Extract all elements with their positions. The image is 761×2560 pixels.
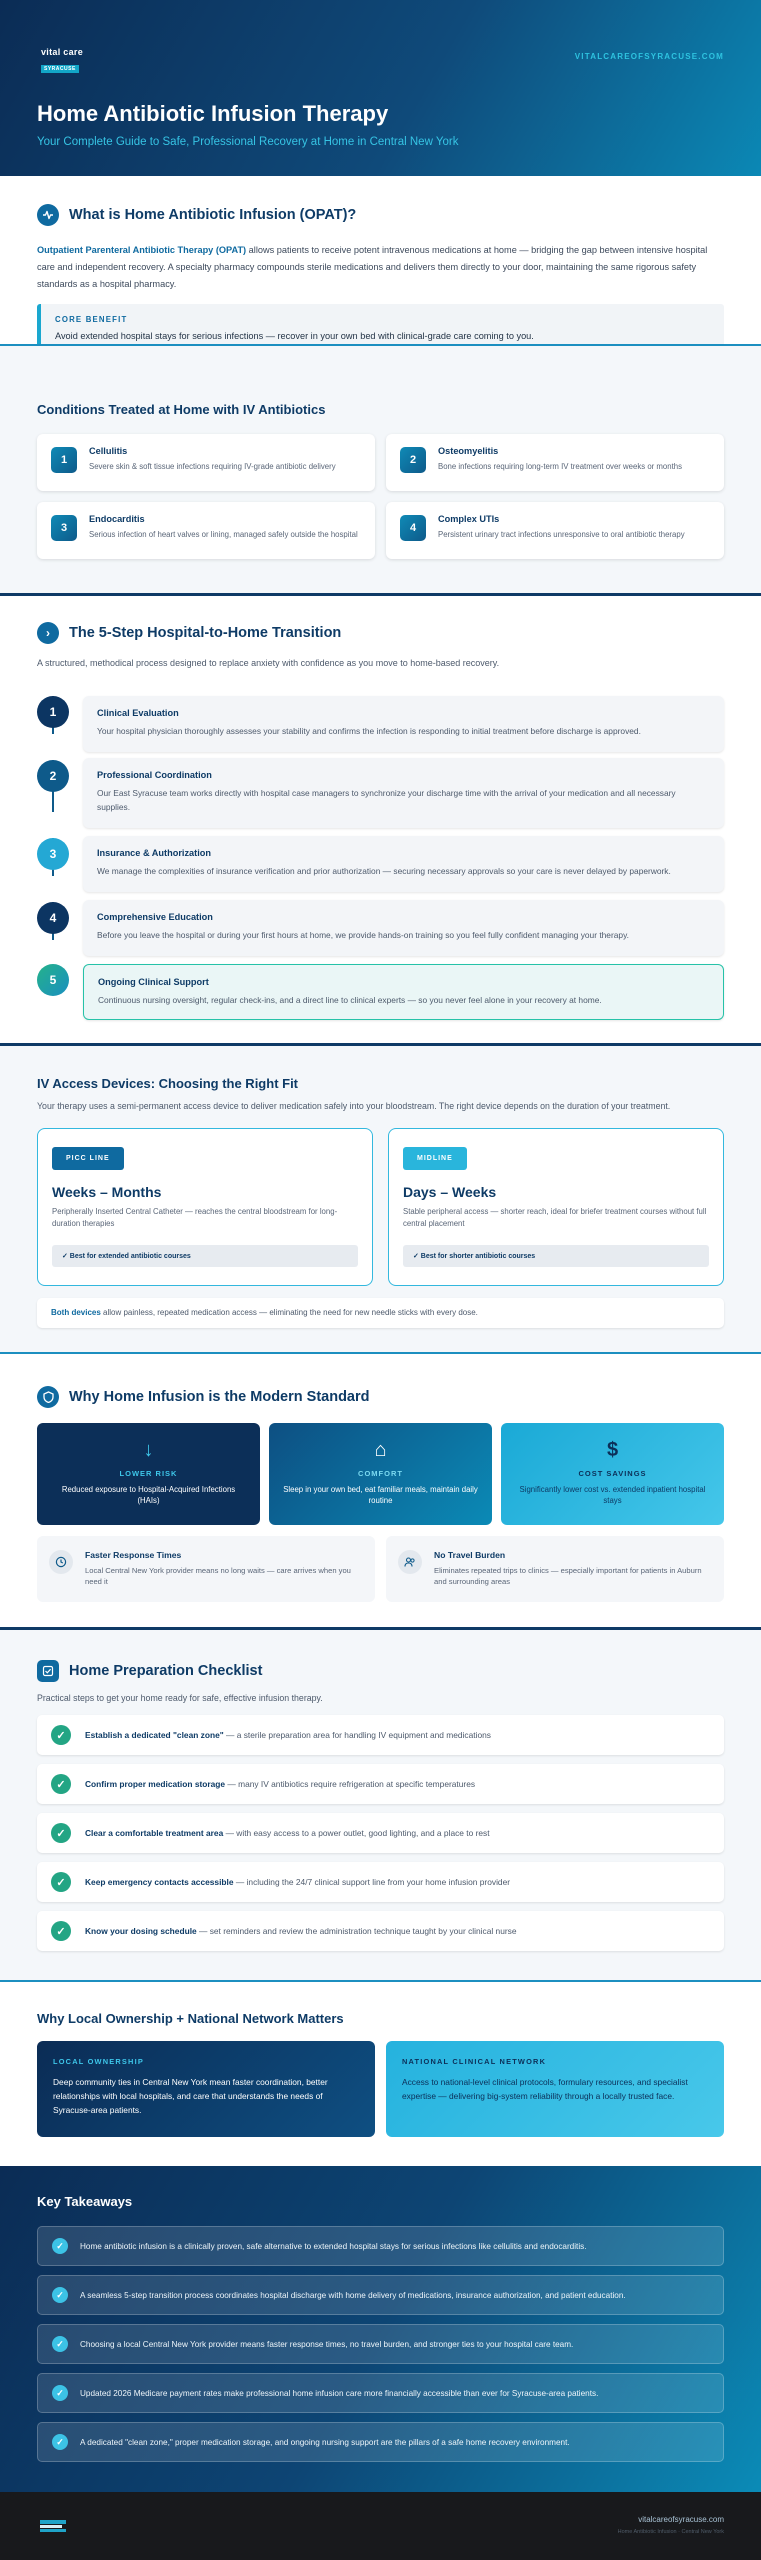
footer-caption: Home Antibiotic Infusion · Central New York [617, 2529, 724, 2535]
benefit-tile-cost-savings [501, 1423, 724, 1525]
checklist-item [37, 1911, 724, 1951]
midline-duration: Days – Weeks [403, 1184, 497, 1200]
mini-title: Faster Response Times [85, 1550, 182, 1560]
opat-term: Outpatient Parenteral Antibiotic Therapy (OPAT) [37, 245, 247, 255]
step-card [83, 964, 724, 1020]
section-intro: Your therapy uses a semi-permanent access device to deliver medication safely into your bloodstream. The right device depends on the duration of your treatment. [37, 1101, 671, 1111]
benefit-tile-comfort [269, 1423, 492, 1525]
chevron-right-icon: › [37, 622, 59, 644]
check-icon: ✓ [52, 2385, 68, 2401]
section-title: Why Home Infusion is the Modern Standard [69, 1389, 370, 1405]
condition-title: Osteomyelitis [438, 446, 499, 456]
checklist-section [0, 1630, 761, 1980]
local-ownership-box [37, 2041, 375, 2137]
condition-title: Complex UTIs [438, 514, 500, 524]
national-network-text: Access to national-level clinical protocols, formulary resources, and specialist expertise — delivering big-system reliability through a locally trusted face. [402, 2077, 688, 2101]
footer-url-link[interactable]: vitalcareofsyracuse.com [638, 2515, 724, 2524]
conditions-section [0, 346, 761, 594]
takeaway-item [37, 2226, 724, 2266]
check-icon: ✓ [51, 1823, 71, 1843]
opat-section [0, 176, 761, 346]
takeaway-item [37, 2275, 724, 2315]
opat-description [37, 242, 724, 293]
takeaway-text: A dedicated "clean zone," proper medication storage, and ongoing nursing support are the pillars of a safe home recovery environment. [80, 2437, 570, 2447]
benefit-card-no-travel [386, 1536, 724, 1602]
check-icon: ✓ [52, 2287, 68, 2303]
pulse-icon [37, 204, 59, 226]
page-subtitle: Your Complete Guide to Safe, Professional Recovery at Home in Central New York [37, 136, 459, 148]
section-title: IV Access Devices: Choosing the Right Fit [37, 1076, 299, 1091]
step-desc: We manage the complexities of insurance verification and prior authorization — securing necessary approvals so your care is never delayed by paperwork. [97, 866, 671, 876]
local-network-section [0, 1982, 761, 2166]
picc-best-for: ✓ Best for extended antibiotic courses [52, 1245, 358, 1267]
step-title: Ongoing Clinical Support [98, 977, 209, 987]
condition-card [37, 502, 375, 559]
condition-card [386, 434, 724, 491]
tile-desc: Reduced exposure to Hospital-Acquired Infections (HAIs) [61, 1485, 236, 1505]
tile-label: COST SAVINGS [578, 1469, 647, 1478]
arrow-down-icon: ↓ [143, 1439, 154, 1461]
step-number: 3 [37, 838, 69, 870]
takeaway-text: Updated 2026 Medicare payment rates make professional home infusion care more financially accessible than ever for Syracuse-area patients. [80, 2388, 599, 2398]
core-benefit-label: CORE BENEFIT [55, 315, 128, 324]
condition-desc: Bone infections requiring long-term IV treatment over weeks or months [438, 462, 682, 471]
checklist-item [37, 1715, 724, 1755]
picc-card [37, 1128, 373, 1286]
midline-tag: MIDLINE [403, 1147, 467, 1170]
step-number: 4 [37, 902, 69, 934]
devices-section [0, 1046, 761, 1352]
tile-desc: Sleep in your own bed, eat familiar meals, maintain daily routine [283, 1485, 478, 1505]
steps-section [0, 596, 761, 1044]
tile-label: LOWER RISK [119, 1469, 178, 1478]
step-title: Professional Coordination [97, 770, 212, 780]
local-ownership-text: Deep community ties in Central New York mean faster coordination, better relationships with local hospitals, and care that understands the needs of Syracuse-area patients. [53, 2077, 328, 2115]
takeaway-item [37, 2422, 724, 2462]
benefit-tile-lower-risk [37, 1423, 260, 1525]
home-icon: ⌂ [374, 1439, 387, 1461]
check-icon: ✓ [51, 1872, 71, 1892]
checklist-item-action: Know your dosing schedule [85, 1926, 197, 1936]
section-title: Why Local Ownership + National Network Matters [37, 2011, 344, 2026]
step-card [83, 696, 724, 752]
opat-text: allows patients to receive potent intravenous medications at home — bridging the gap between intensive hospital care and independent recovery. A specialty pharmacy compounds sterile medications and delivers them directly to your door, maintaining the same rigorous safety standards as a hospital pharmacy. [37, 245, 708, 289]
picc-desc: Peripherally Inserted Central Catheter — reaches the central bloodstream for long-duration therapies [52, 1207, 338, 1228]
page-title: Home Antibiotic Infusion Therapy [37, 101, 389, 126]
checklist-item-action: Establish a dedicated "clean zone" [85, 1730, 224, 1740]
local-ownership-label: LOCAL OWNERSHIP [53, 2057, 144, 2066]
check-icon: ✓ [51, 1774, 71, 1794]
condition-number: 4 [400, 515, 426, 541]
section-title: Key Takeaways [37, 2194, 133, 2209]
logo-tagline: SYRACUSE [41, 65, 79, 73]
step-card [83, 900, 724, 956]
condition-desc: Persistent urinary tract infections unresponsive to oral antibiotic therapy [438, 530, 685, 539]
takeaway-item [37, 2373, 724, 2413]
checklist-item-action: Confirm proper medication storage [85, 1779, 226, 1789]
mini-desc: Eliminates repeated trips to clinics — especially important for patients in Auburn and surrounding areas [434, 1566, 702, 1586]
shield-icon [37, 1386, 59, 1408]
condition-card [37, 434, 375, 491]
step-desc: Your hospital physician thoroughly assesses your stability and confirms the infection is responding to initial treatment before discharge is approved. [97, 726, 641, 736]
both-devices-term: Both devices [51, 1308, 101, 1317]
footer [0, 2492, 761, 2560]
users-icon [398, 1550, 422, 1574]
check-icon: ✓ [52, 2434, 68, 2450]
checklist-item-detail: — including the 24/7 clinical support line from your home infusion provider [233, 1877, 511, 1887]
mini-desc: Local Central New York provider means no long waits — care arrives when you need it [85, 1566, 351, 1586]
tile-label: COMFORT [358, 1469, 403, 1478]
national-network-box [386, 2041, 724, 2137]
picc-tag: PICC LINE [52, 1147, 124, 1170]
condition-desc: Serious infection of heart valves or lining, managed safely outside the hospital [89, 530, 358, 539]
midline-desc: Stable peripheral access — shorter reach, ideal for briefer treatment courses without full central placement [403, 1207, 707, 1228]
takeaway-item [37, 2324, 724, 2364]
step-card [83, 836, 724, 892]
step-number: 1 [37, 696, 69, 728]
logo-wordmark: vital care [41, 47, 84, 57]
midline-best-for: ✓ Best for shorter antibiotic courses [403, 1245, 709, 1267]
picc-duration: Weeks – Months [52, 1184, 162, 1200]
condition-title: Cellulitis [89, 446, 128, 456]
condition-card [386, 502, 724, 559]
checklist-item [37, 1813, 724, 1853]
step-number: 2 [37, 760, 69, 792]
checklist-item-action: Clear a comfortable treatment area [85, 1828, 224, 1838]
step-title: Comprehensive Education [97, 912, 213, 922]
brand-logo[interactable] [41, 48, 83, 75]
both-devices-note [37, 1298, 724, 1328]
check-icon: ✓ [52, 2238, 68, 2254]
checklist-item-detail: — a sterile preparation area for handling IV equipment and medications [223, 1730, 491, 1740]
mini-title: No Travel Burden [434, 1550, 506, 1560]
checklist-icon [37, 1660, 59, 1682]
dollar-icon: $ [606, 1439, 619, 1461]
checklist-item-detail: — with easy access to a power outlet, good lighting, and a place to rest [223, 1828, 490, 1838]
clock-icon [49, 1550, 73, 1574]
step-title: Insurance & Authorization [97, 848, 211, 858]
check-icon: ✓ [51, 1725, 71, 1745]
tile-desc: Significantly lower cost vs. extended inpatient hospital stays [519, 1485, 706, 1505]
takeaway-text: Home antibiotic infusion is a clinically proven, safe alternative to extended hospital stays for serious infections like cellulitis and endocarditis. [80, 2241, 587, 2251]
condition-title: Endocarditis [89, 514, 145, 524]
condition-number: 1 [51, 447, 77, 473]
checklist-item [37, 1764, 724, 1804]
step-desc: Our East Syracuse team works directly with hospital case managers to synchronize your discharge time with the arrival of your medication and all necessary supplies. [97, 788, 676, 812]
midline-card [388, 1128, 724, 1286]
checklist-item-action: Keep emergency contacts accessible [85, 1877, 234, 1887]
national-network-label: NATIONAL CLINICAL NETWORK [402, 2057, 547, 2066]
check-icon: ✓ [52, 2336, 68, 2352]
step-desc: Before you leave the hospital or during your first hours at home, we provide hands-on training so you feel fully confident managing your therapy. [97, 930, 629, 940]
step-number: 5 [37, 964, 69, 996]
why-section [0, 1354, 761, 1628]
key-takeaways-section [0, 2166, 761, 2492]
section-title: Conditions Treated at Home with IV Antibiotics [37, 402, 326, 417]
benefit-card-response-time [37, 1536, 375, 1602]
section-title: What is Home Antibiotic Infusion (OPAT)? [69, 207, 357, 223]
checklist-item [37, 1862, 724, 1902]
section-title: The 5-Step Hospital-to-Home Transition [69, 625, 342, 641]
section-intro: Practical steps to get your home ready for safe, effective infusion therapy. [37, 1693, 323, 1703]
core-benefit-text: Avoid extended hospital stays for serious infections — recover in your own bed with clinical-grade care coming to you. [55, 331, 534, 341]
section-intro: A structured, methodical process designed to replace anxiety with confidence as you move to home-based recovery. [37, 658, 500, 668]
takeaway-text: Choosing a local Central New York provider means faster response times, no travel burden, and stronger ties to your hospital care team. [80, 2339, 574, 2349]
both-devices-text: allow painless, repeated medication access — eliminating the need for new needle sticks with every dose. [100, 1308, 478, 1317]
condition-desc: Severe skin & soft tissue infections requiring IV-grade antibiotic delivery [89, 462, 336, 471]
condition-number: 3 [51, 515, 77, 541]
condition-number: 2 [400, 447, 426, 473]
checklist-item-detail: — many IV antibiotics require refrigeration at specific temperatures [225, 1779, 476, 1789]
footer-logo[interactable] [40, 2520, 66, 2532]
checklist-item-detail: — set reminders and review the administration technique taught by your clinical nurse [196, 1926, 517, 1936]
site-link[interactable]: VITALCAREOFSYRACUSE.COM [574, 52, 724, 61]
step-title: Clinical Evaluation [97, 708, 179, 718]
check-icon: ✓ [51, 1921, 71, 1941]
hero-banner [0, 0, 761, 176]
section-title: Home Preparation Checklist [69, 1663, 263, 1679]
step-card [83, 758, 724, 828]
step-desc: Continuous nursing oversight, regular check-ins, and a direct line to clinical experts — so you never feel alone in your recovery at home. [98, 995, 602, 1005]
takeaway-text: A seamless 5-step transition process coordinates hospital discharge with home delivery of medications, insurance authorization, and patient education. [80, 2290, 626, 2300]
